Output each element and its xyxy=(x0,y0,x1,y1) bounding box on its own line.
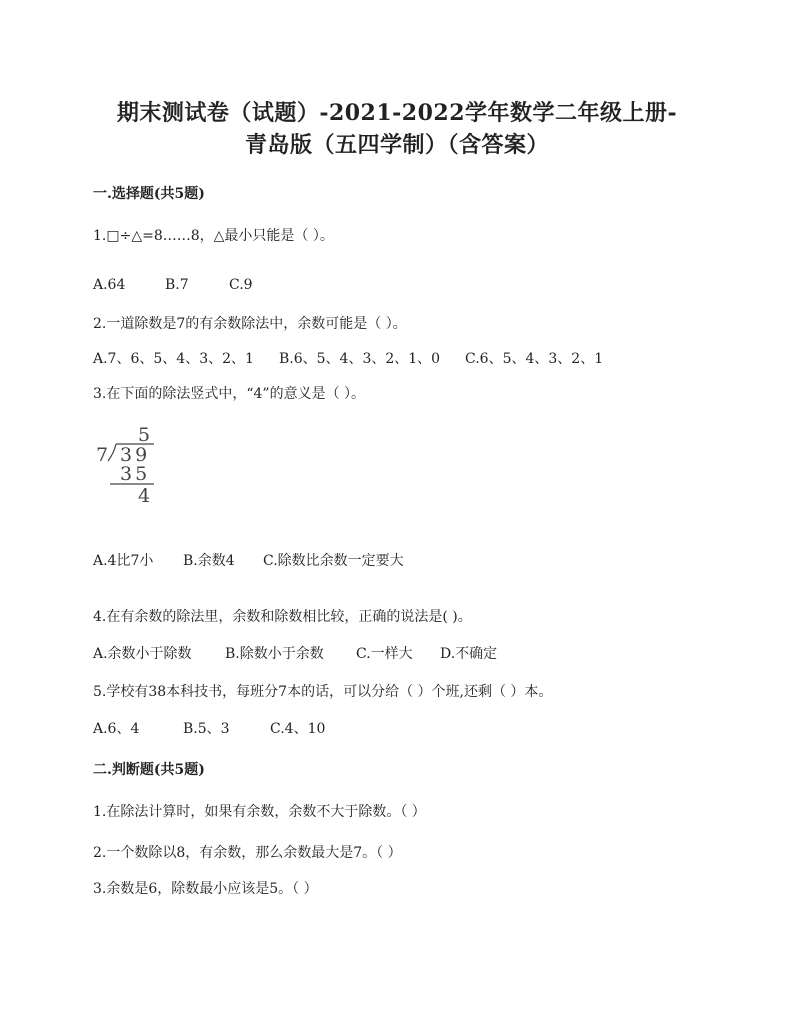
division-dividend: 39 xyxy=(120,444,151,466)
division-divisor: 7 xyxy=(96,444,109,466)
q2-option-a: A.7、6、5、4、3、2、1 xyxy=(93,351,254,367)
division-quotient: 5 xyxy=(138,424,151,446)
q5-option-c: C.4、10 xyxy=(270,721,326,737)
question-4-stem: 4.在有余数的除法里，余数和除数相比较，正确的说法是( )。 xyxy=(93,609,472,625)
q2-option-c: C.6、5、4、3、2、1 xyxy=(465,351,604,367)
question-4-options xyxy=(93,643,497,663)
q3-option-c: C.除数比余数一定要大 xyxy=(263,553,404,569)
q4-option-b: B.除数小于余数 xyxy=(225,646,324,662)
question-3-stem: 3.在下面的除法竖式中，“4”的意义是（ ）。 xyxy=(93,386,366,402)
division-product: 35 xyxy=(120,463,151,485)
q2-option-b: B.6、5、4、3、2、1、0 xyxy=(279,351,441,367)
question-2-stem: 2.一道除数是7的有余数除法中，余数可能是（ ）。 xyxy=(93,316,407,332)
page-title-line-2: 青岛版（五四学制）（含答案） xyxy=(244,132,549,158)
q4-option-c: C.一样大 xyxy=(356,646,413,662)
long-division-svg xyxy=(92,420,162,510)
q4-option-d: D.不确定 xyxy=(440,646,498,662)
section-heading-choice: 一.选择题(共5题) xyxy=(93,186,205,202)
question-3-options xyxy=(93,550,404,570)
q5-option-a: A.6、4 xyxy=(93,721,140,737)
question-5-options xyxy=(93,718,325,738)
q1-option-b: B.7 xyxy=(165,277,189,293)
q4-option-a: A.余数小于除数 xyxy=(93,646,192,662)
q3-option-b: B.余数4 xyxy=(183,553,235,569)
q5-option-b: B.5、3 xyxy=(183,721,230,737)
judge-question-2: 2.一个数除以8，有余数，那么余数最大是7。（ ） xyxy=(93,845,402,861)
question-1-stem: 1.□÷△=8……8，△最小只能是（ ）。 xyxy=(93,228,334,244)
q1-option-c: C.9 xyxy=(229,277,253,293)
q3-option-a: A.4比7小 xyxy=(93,553,154,569)
section-heading-judge: 二.判断题(共5题) xyxy=(93,762,205,778)
judge-question-3: 3.余数是6，除数最小应该是5。（ ） xyxy=(93,881,318,897)
question-5-stem: 5.学校有38本科技书，每班分7本的话，可以分给（ ）个班,还剩（ ）本。 xyxy=(93,684,553,700)
question-1-options xyxy=(93,277,253,293)
judge-question-1: 1.在除法计算时，如果有余数，余数不大于除数。（ ） xyxy=(93,804,426,820)
long-division-diagram xyxy=(92,420,162,510)
q1-option-a: A.64 xyxy=(93,277,126,293)
division-remainder: 4 xyxy=(138,485,151,507)
page-title-line-1: 期末测试卷（试题）-2021-2022学年数学二年级上册- xyxy=(116,100,678,126)
division-bracket xyxy=(108,444,116,461)
question-2-options xyxy=(93,348,603,368)
